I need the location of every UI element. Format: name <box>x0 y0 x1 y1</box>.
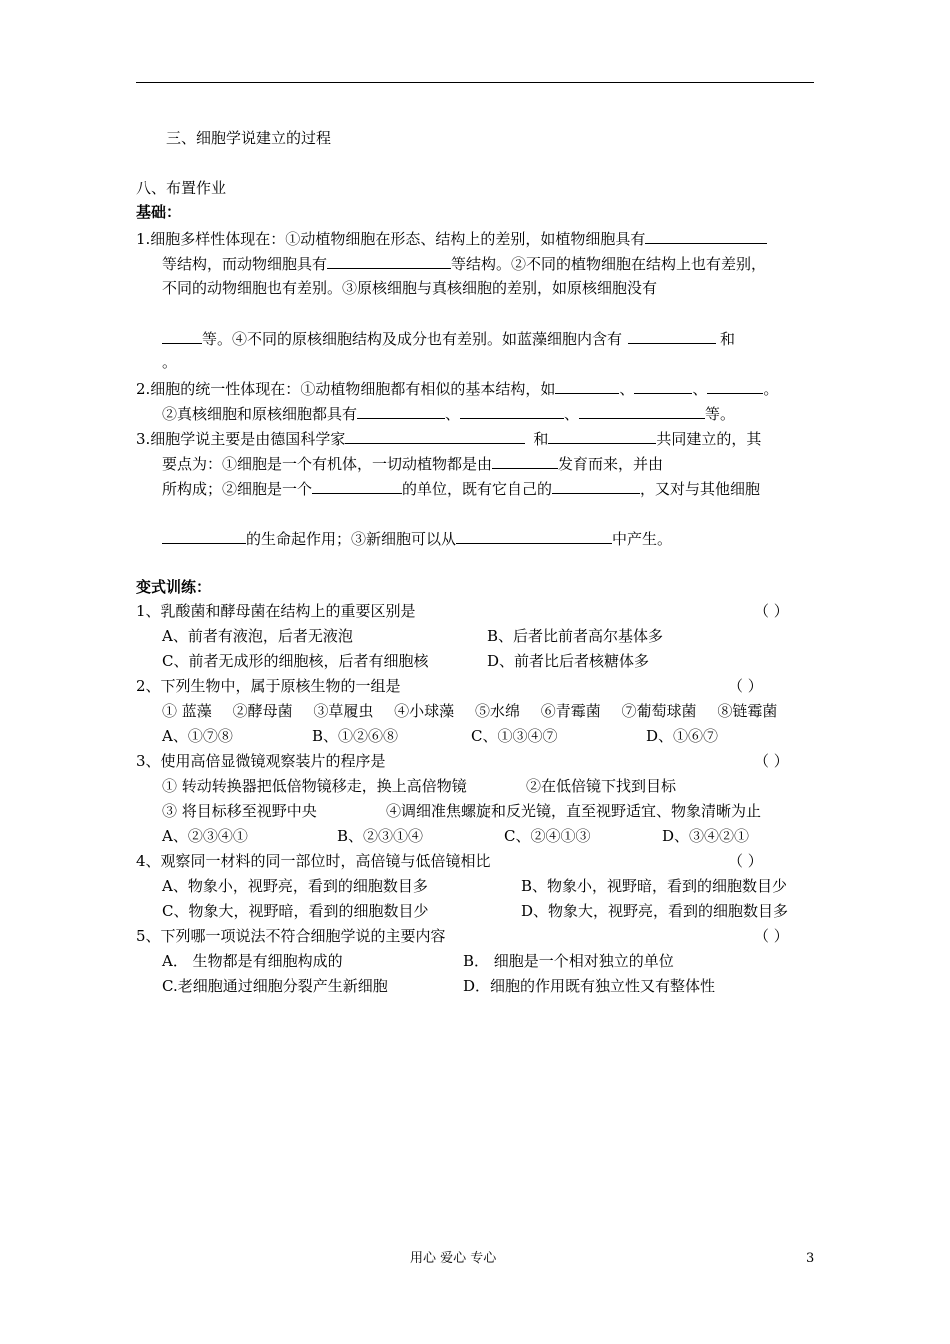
mcq4-option-b: B、物象小，视野暗，看到的细胞数目少 <box>521 877 788 895</box>
mcq2-item: ④小球藻 <box>394 702 455 720</box>
q3-text-1b: 和 <box>533 430 549 448</box>
q3-line2 <box>162 454 663 473</box>
mcq1-option-c: C、前者无成形的细胞核，后者有细胞核 <box>162 652 429 670</box>
mcq5-answer-paren[interactable]: （ ） <box>754 927 789 945</box>
mcq3-step-3: ③ 将目标移至视野中央 <box>162 802 317 820</box>
mcq3-option-b: B、②③①④ <box>337 827 424 845</box>
mcq2-item: ⑦葡萄球菌 <box>621 702 697 720</box>
q3-line1 <box>136 429 761 448</box>
mcq4-option-a: A、物象小，视野亮，看到的细胞数目多 <box>162 877 428 895</box>
q3-text-3b: 的单位，既有它自己的 <box>402 480 553 498</box>
mcq5-option-c: C.老细胞通过细胞分裂产生新细胞 <box>162 977 388 995</box>
mcq3-option-d: D、③④②① <box>662 827 750 845</box>
mcq4-stem: 4、观察同一材料的同一部位时，高倍镜与低倍镜相比 <box>136 852 491 870</box>
mcq2-option-c: C、①③④⑦ <box>471 727 558 745</box>
q1-text-2b: 等结构。②不同的植物细胞在结构上也有差别， <box>451 255 767 273</box>
q3-line3 <box>162 479 760 498</box>
mcq2-stem: 2、下列生物中，属于原核生物的一组是 <box>136 677 401 695</box>
mcq2-item: ⑤水绵 <box>474 702 520 720</box>
q2-end-1: 。 <box>763 380 779 398</box>
q1-blank-1[interactable] <box>645 229 767 244</box>
variant-title: 变式训练： <box>136 578 212 596</box>
mcq2-item: ⑥青霉菌 <box>540 702 601 720</box>
footer-motto: 用心 爱心 专心 <box>410 1251 497 1266</box>
q1-blank-4[interactable] <box>628 329 716 344</box>
header-rule <box>136 82 814 83</box>
q2-sep-1: 、 <box>619 380 635 398</box>
mcq2-item: ③草履虫 <box>313 702 374 720</box>
q3-text-2b: 发育而来，并由 <box>558 455 664 473</box>
mcq5-option-b: B． 细胞是一个相对独立的单位 <box>463 952 674 970</box>
mcq1-answer-paren[interactable]: （ ） <box>754 602 789 620</box>
mcq3-step-4: ④调细准焦螺旋和反光镜，直至视野适宜、物象清晰为止 <box>386 802 762 820</box>
mcq2-answer-paren[interactable]: （ ） <box>728 677 763 695</box>
q3-text-1a: 3.细胞学说主要是由德国科学家 <box>136 430 346 448</box>
q2-sep-2: 、 <box>692 380 708 398</box>
mcq3-step-2: ②在低倍镜下找到目标 <box>526 777 677 795</box>
mcq5-stem: 5、下列哪一项说法不符合细胞学说的主要内容 <box>136 927 446 945</box>
q2-text-2: ②真核细胞和原核细胞都具有 <box>162 405 358 423</box>
mcq4-option-c: C、物象大，视野暗，看到的细胞数目少 <box>162 902 429 920</box>
q3-blank-1[interactable] <box>345 429 525 444</box>
q2-sep-4: 、 <box>564 405 580 423</box>
q3-blank-6[interactable] <box>162 529 246 544</box>
mcq4-option-d: D、物象大，视野亮，看到的细胞数目多 <box>521 902 789 920</box>
mcq5-option-a: A． 生物都是有细胞构成的 <box>162 952 343 970</box>
mcq1-option-b: B、后者比前者高尔基体多 <box>487 627 664 645</box>
q3-blank-4[interactable] <box>312 479 402 494</box>
q3-blank-5[interactable] <box>552 479 640 494</box>
q2-line2 <box>162 404 735 423</box>
q2-blank-4[interactable] <box>357 404 445 419</box>
mcq2-organism-list <box>162 702 777 720</box>
q3-text-2a: 要点为：①细胞是一个有机体，一切动植物都是由 <box>162 455 493 473</box>
section-three-heading: 三、细胞学说建立的过程 <box>166 129 332 147</box>
q2-line1 <box>136 379 778 398</box>
mcq2-item: ⑧链霉菌 <box>717 702 778 720</box>
q3-blank-2[interactable] <box>548 429 656 444</box>
mcq3-option-c: C、②④①③ <box>504 827 591 845</box>
section-eight-heading: 八、布置作业 <box>136 179 227 197</box>
mcq3-answer-paren[interactable]: （ ） <box>754 752 789 770</box>
mcq3-stem: 3、使用高倍显微镜观察装片的程序是 <box>136 752 386 770</box>
q3-text-3c: ，又对与其他细胞 <box>640 480 761 498</box>
mcq2-item: ②酵母菌 <box>232 702 293 720</box>
q2-sep-3: 、 <box>445 405 461 423</box>
mcq1-option-a: A、前者有液泡，后者无液泡 <box>162 627 353 645</box>
q3-text-4b: 中产生。 <box>612 530 673 548</box>
q1-text-1: 1.细胞多样性体现在：①动植物细胞在形态、结构上的差别，如植物细胞具有 <box>136 230 646 248</box>
q2-blank-6[interactable] <box>579 404 705 419</box>
mcq5-option-d: D．细胞的作用既有独立性又有整体性 <box>463 977 716 995</box>
q3-blank-3[interactable] <box>492 454 558 469</box>
q1-line5: 。 <box>162 353 178 371</box>
q2-blank-2[interactable] <box>634 379 692 394</box>
page-number: 3 <box>806 1251 815 1266</box>
q1-line4 <box>162 329 735 348</box>
q1-text-4a: 等。④不同的原核细胞结构及成分也有差别。如蓝藻细胞内含有 <box>202 330 623 348</box>
q2-blank-3[interactable] <box>707 379 763 394</box>
mcq1-stem: 1、乳酸菌和酵母菌在结构上的重要区别是 <box>136 602 416 620</box>
mcq4-answer-paren[interactable]: （ ） <box>728 852 763 870</box>
q1-line1 <box>136 229 767 248</box>
mcq2-option-b: B、①②⑥⑧ <box>312 727 399 745</box>
mcq2-option-d: D、①⑥⑦ <box>646 727 719 745</box>
q2-blank-5[interactable] <box>460 404 564 419</box>
q3-text-4a: 的生命起作用；③新细胞可以从 <box>246 530 457 548</box>
mcq3-step-1: ① 转动转换器把低倍物镜移走，换上高倍物镜 <box>162 777 467 795</box>
q3-text-1c: 共同建立的，其 <box>656 430 762 448</box>
q1-blank-2[interactable] <box>327 254 451 269</box>
mcq1-option-d: D、前者比后者核糖体多 <box>487 652 650 670</box>
q1-text-4b: 和 <box>720 330 736 348</box>
q1-blank-3[interactable] <box>162 329 202 344</box>
q2-text-1: 2.细胞的统一性体现在：①动植物细胞都有相似的基本结构，如 <box>136 380 556 398</box>
q3-text-3a: 所构成；②细胞是一个 <box>162 480 313 498</box>
mcq2-item: ① 蓝藻 <box>162 702 212 720</box>
q2-blank-1[interactable] <box>555 379 619 394</box>
mcq2-option-a: A、①⑦⑧ <box>162 727 233 745</box>
q1-text-2a: 等结构，而动物细胞具有 <box>162 255 328 273</box>
mcq3-option-a: A、②③④① <box>162 827 248 845</box>
q3-line4 <box>162 529 672 548</box>
q1-line3: 不同的动物细胞也有差别。③原核细胞与真核细胞的差别，如原核细胞没有 <box>162 279 658 297</box>
basic-title: 基础： <box>136 203 182 221</box>
q2-end-2: 等。 <box>705 405 736 423</box>
q1-line2 <box>162 254 766 273</box>
q3-blank-7[interactable] <box>456 529 612 544</box>
